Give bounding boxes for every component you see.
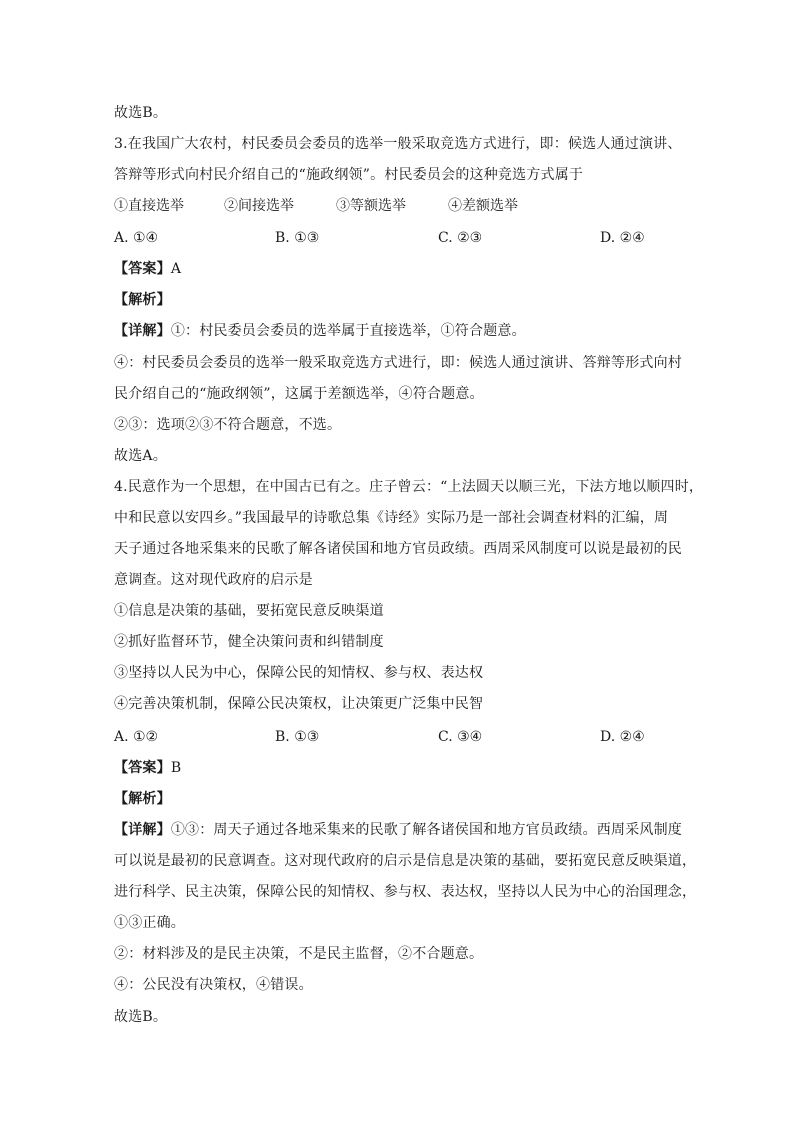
- q3-detail-label: 【详解】: [114, 323, 171, 339]
- q4-detail-line-2: 可以说是最初的民意调查。这对现代政府的启示是信息是决策的基础，要拓宽民意反映渠道，: [114, 853, 697, 869]
- q3-option-a: A. ①④: [114, 230, 159, 246]
- q4-statement-1: ①信息是决策的基础，要拓宽民意反映渠道: [114, 603, 384, 619]
- q3-analysis-label: 【解析】: [114, 292, 171, 308]
- q3-statement-3: ③等额选举: [336, 198, 406, 214]
- q4-stem-line-4: 意调查。这对现代政府的启示是: [114, 572, 313, 588]
- q4-option-b: B. ①③: [275, 729, 320, 745]
- q4-detail-line-6: ④：公民没有决策权，④错误。: [114, 977, 313, 993]
- q3-option-c: C. ②③: [438, 230, 483, 246]
- q4-detail-label: 【详解】: [114, 822, 171, 838]
- q3-option-d: D. ②④: [600, 230, 645, 246]
- q3-stem-line-1: 3.在我国广大农村，村民委员会委员的选举一般采取竞选方式进行，即：候选人通过演讲、: [114, 136, 682, 152]
- q4-stem-line-2: 中和民意以安四乡。”我国最早的诗歌总集《诗经》实际乃是一部社会调查材料的汇编，周: [114, 510, 669, 526]
- q4-detail-line-4: ①③正确。: [114, 915, 185, 931]
- q4-answer-label: 【答案】: [114, 760, 171, 776]
- q4-analysis-label: 【解析】: [114, 791, 171, 807]
- q4-statement-3: ③坚持以人民为中心，保障公民的知情权、参与权、表达权: [114, 665, 484, 681]
- q3-detail-line-4: ②③：选项②③不符合题意，不选。: [114, 417, 342, 433]
- q3-statement-2: ②间接选举: [224, 198, 294, 214]
- q3-statement-1: ①直接选举: [114, 198, 184, 214]
- q2-conclusion: 故选B。: [114, 105, 168, 121]
- q4-stem-line-3: 天子通过各地采集来的民歌了解各诸侯国和地方官员政绩。西周采风制度可以说是最初的民: [114, 541, 682, 557]
- q4-detail-line-3: 进行科学、民主决策，保障公民的知情权、参与权、表达权，坚持以人民为中心的治国理念，: [114, 884, 697, 900]
- q3-detail-line-3: 民介绍自己的“施政纲领”，这属于差额选举，④符合题意。: [114, 386, 484, 402]
- q4-option-c: C. ③④: [438, 729, 483, 745]
- q4-statement-4: ④完善决策机制，保障公民决策权，让决策更广泛集中民智: [114, 696, 484, 712]
- q3-stem-line-2: 答辩等形式向村民介绍自己的“施政纲领”。村民委员会的这种竞选方式属于: [114, 167, 584, 183]
- q4-conclusion: 故选B。: [114, 1009, 168, 1025]
- q3-conclusion: 故选A。: [114, 448, 167, 464]
- q3-detail-text-1: ①：村民委员会委员的选举属于直接选举，①符合题意。: [170, 323, 526, 339]
- q3-detail-line-2: ④：村民委员会委员的选举一般采取竞选方式进行，即：候选人通过演讲、答辩等形式向村: [114, 355, 682, 371]
- q3-detail-line-1: [114, 322, 526, 340]
- q4-detail-text-1: ①③：周天子通过各地采集来的民歌了解各诸侯国和地方官员政绩。西周采风制度: [170, 822, 683, 838]
- q4-option-d: D. ②④: [600, 729, 645, 745]
- q4-answer-line: [114, 759, 181, 777]
- q3-statement-4: ④差额选举: [448, 198, 518, 214]
- q4-stem-line-1: 4.民意作为一个思想，在中国古已有之。庄子曾云：“上法圆天以顺三光，下法方地以顺四时，: [114, 479, 704, 495]
- q3-answer-value: A: [170, 261, 182, 277]
- q3-answer-label: 【答案】: [114, 261, 171, 277]
- q4-option-a: A. ①②: [114, 729, 159, 745]
- q4-statement-2: ②抓好监督环节，健全决策问责和纠错制度: [114, 634, 384, 650]
- q3-option-b: B. ①③: [275, 230, 320, 246]
- q4-detail-line-5: ②：材料涉及的是民主决策，不是民主监督，②不合题意。: [114, 946, 484, 962]
- q4-answer-value: B: [170, 760, 182, 776]
- q4-detail-line-1: [114, 821, 682, 839]
- q3-answer-line: [114, 260, 181, 278]
